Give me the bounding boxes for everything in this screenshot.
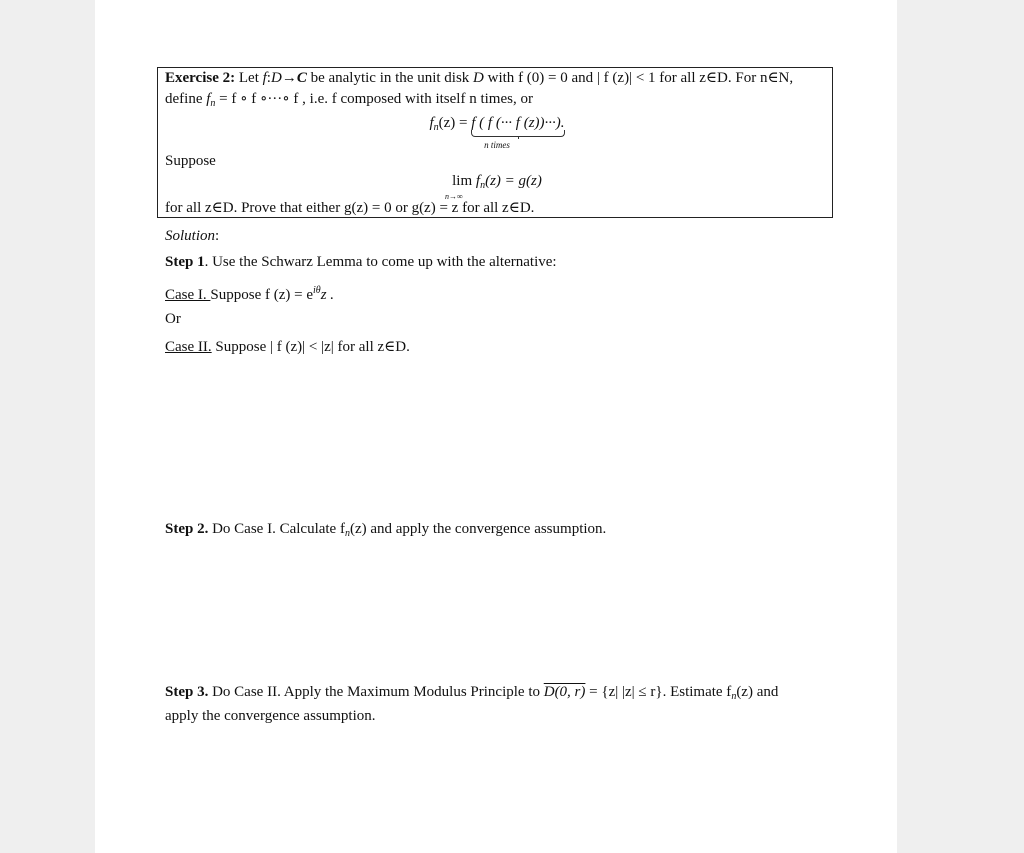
exercise-condition: f (0) = 0 and | f (z)| < 1 for all z∈D. For n∈N, xyxy=(518,70,794,86)
exercise-line-1: Exercise 2: Let f:D→C be analytic in the unit disk D with f (0) = 0 and | f (z)| < 1 for all z∈D. For n∈N, xyxy=(165,70,794,86)
display-equation-composition: $f_n(z) = f$ ( f (··· f (z))···). xyxy=(165,112,829,139)
solution-heading: Solution: xyxy=(165,228,220,244)
exercise-label: Exercise 2: xyxy=(165,70,236,86)
suppose-text: Suppose xyxy=(165,153,216,169)
step-2: Step 2. Do Case I. Calculate $f_n(z)$ and apply the convergence assumption. xyxy=(165,521,607,539)
underbraced-expression: f ( f (··· f (z))···). xyxy=(471,112,564,134)
exercise-line-last: for all z∈D. Prove that either g(z) = 0 or g(z) = z for all z∈D. xyxy=(165,200,535,216)
case-1: Case I. Suppose f $(z) = e^{i\theta}z$ . xyxy=(165,285,335,303)
brace-label: n times xyxy=(484,140,510,150)
or-text: Or xyxy=(165,311,181,327)
step-3: Step 3. Do Case II. Apply the Maximum Modulus Principle to D(0, r) = {z| |z| ≤ r}. Estimate $f_n(z)$ and xyxy=(165,684,779,702)
limit-subscript: n→∞ xyxy=(445,192,463,201)
exercise-line-2: define $f_n = f$ ∘ f ∘···∘ f , i.e. f composed with itself n times, or xyxy=(165,91,533,109)
step-3-continued: apply the convergence assumption. xyxy=(165,708,376,724)
case-2: Case II. Suppose | f (z)| < |z| for all z∈D. xyxy=(165,339,410,355)
step-1: Step 1. Use the Schwarz Lemma to come up with the alternative: xyxy=(165,254,557,270)
display-equation-limit: $\lim f_n(z) = g(z)$ xyxy=(452,173,542,191)
document-page xyxy=(95,0,897,853)
